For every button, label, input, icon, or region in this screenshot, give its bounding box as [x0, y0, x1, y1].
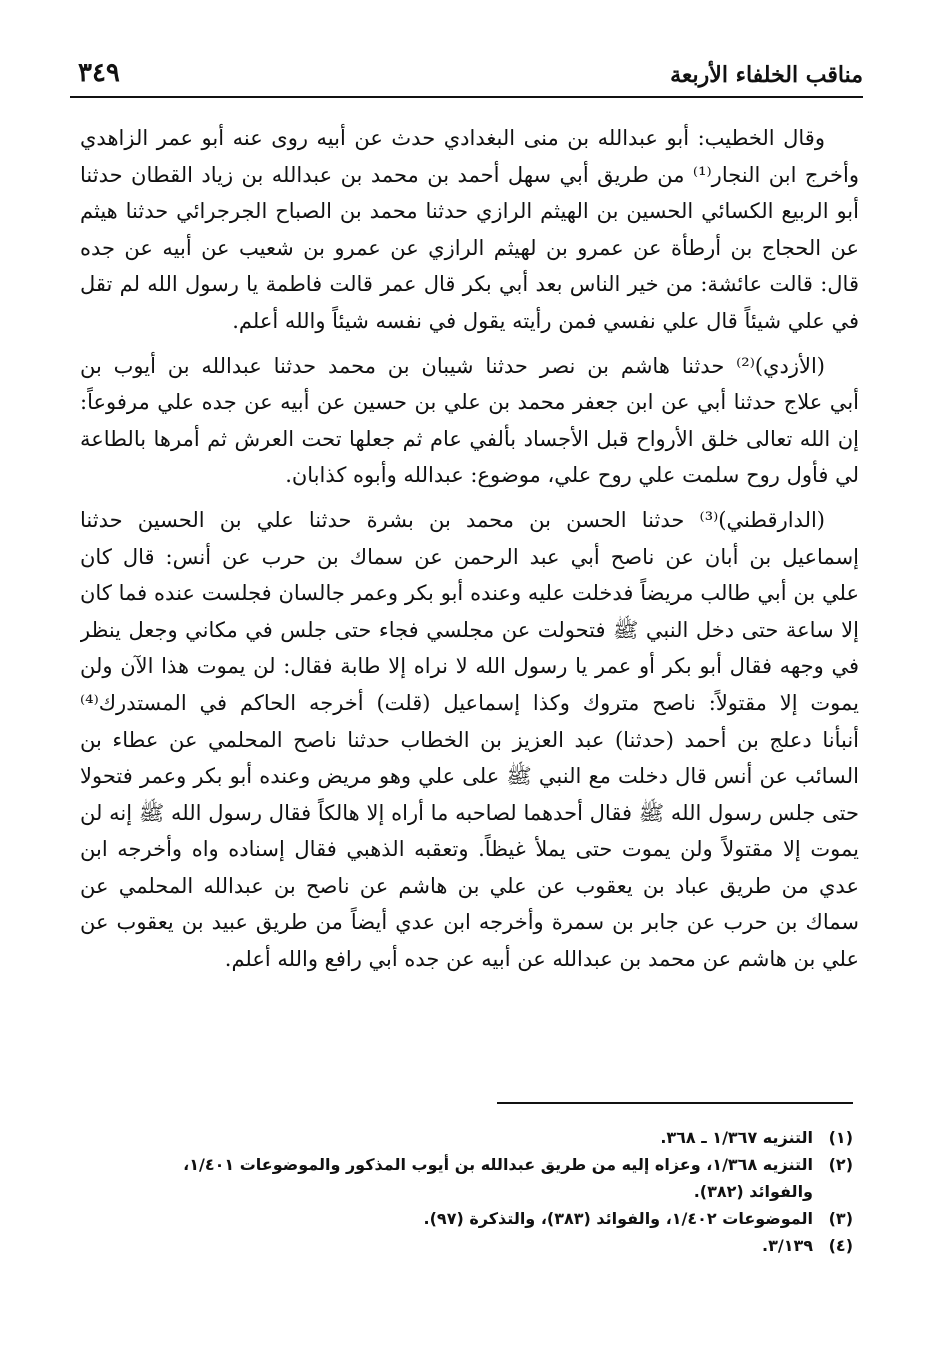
text-line: إن الله تعالى خلق الأرواح قبل الأجساد بألفي عام ثم جعلها تحت العرش ثم أمرها بالطاعة: [80, 426, 859, 451]
page-number: ٣٤٩: [78, 58, 120, 88]
text-line: يموت إلا مقتولاً: ناصح متروك وكذا إسماعيل (قلت) أخرجه الحاكم في المستدرك⁽⁴⁾: [80, 690, 859, 715]
text-line: قال: قالت عائشة: من خير الناس بعد أبي بكر قال عمر قالت فاطمة يا رسول الله لم تقل: [80, 272, 859, 297]
text-line: إسماعيل بن أبان عن ناصح أبي عبد الرحمن عن سماك بن حرب عن أنس: قال كان: [80, 544, 859, 569]
footnote-continuation: [74, 1178, 853, 1205]
footnote: [74, 1205, 853, 1232]
footnote-number: (٢): [828, 1155, 853, 1174]
footnote: [74, 1232, 853, 1259]
text-line: في وجهه فقال أبو بكر أو عمر يا رسول الله لا نراه إلا طابة فقال: لن يموت هذا الآن ولن: [80, 654, 859, 679]
text-line: السائب عن أنس قال دخلت مع النبي ﷺ على علي وهو مريض وعنده أبو بكر وعمر فتحولا: [80, 764, 859, 789]
footnote-number: (٣): [828, 1209, 853, 1228]
text-line: وأخرج ابن النجار⁽¹⁾ من طريق أبي سهل أحمد بن محمد بن عبدالله بن زياد القطان حدثنا: [80, 162, 859, 187]
page-header: [70, 56, 863, 98]
footnote-text: الموضوعات ١/٤٠٢، والفوائد (٣٨٣)، والتذكرة (٩٧).: [423, 1209, 813, 1228]
text-line: (الدارقطني)⁽³⁾ حدثنا الحسن بن محمد بن بشرة حدثنا علي بن الحسين حدثنا: [80, 507, 825, 532]
paragraph: [80, 348, 859, 494]
running-title: مناقب الخلفاء الأربعة: [670, 62, 863, 88]
text-line: أبي علاج حدثنا أبي عن ابن جعفر محمد بن علي بن حسين عن أبيه عن جده علي مرفوعاً:: [80, 390, 859, 415]
text-line: سماك بن حرب عن جابر بن سمرة وأخرجه ابن عدي أيضاً من طريق عبيد بن يعقوب عن: [80, 910, 859, 935]
text-line: إلا ساعة حتى دخل النبي ﷺ فتحولت عن مجلسي فجاء حتى جلس في مكاني وجعل ينظر: [80, 617, 859, 642]
footnote: [74, 1151, 853, 1178]
text-line: عدي من طريق عباد بن يعقوب عن علي بن هاشم عن ناصح بن عبدالله المحلمي عن: [80, 873, 859, 898]
footnote-number: (٤): [828, 1236, 853, 1255]
footnote-text: ٣/١٣٩.: [762, 1236, 813, 1255]
main-text: [80, 120, 859, 986]
text-line: وقال الخطيب: أبو عبدالله بن منى البغدادي حدث عن أبيه روى عنه أبو عمر الزاهدي: [80, 126, 825, 150]
footnote-separator: [497, 1102, 853, 1104]
footnote: [74, 1124, 853, 1151]
text-line: حتى جلس رسول الله ﷺ فقال أحدهما لصاحبه ما أراه إلا هالكاً فقال رسول الله ﷺ إنه لن: [80, 800, 859, 825]
paragraph: [80, 120, 859, 340]
footnote-text: التنزيه ١/٣٦٧ ـ ٣٦٨.: [660, 1128, 813, 1147]
text-line: لي فأول روح سلمت علي روح علي، موضوع: عبدالله وأبوه كذابان.: [285, 463, 859, 488]
text-line: أبو الربيع الكسائي الحسين بن الهيثم الرازي حدثنا محمد بن الصباح الجرجرائي حدثنا هيثم: [80, 199, 859, 224]
paragraph: [80, 502, 859, 978]
text-line: يموت إلا مقتولاً ولن يموت حتى يملأ غيظاً. وتعقبه الذهبي فقال إسناده واه وأخرجه ابن: [80, 837, 859, 862]
footnote-text: التنزيه ١/٣٦٨، وعزاه إليه من طريق عبدالله بن أيوب المذكور والموضوعات ١/٤٠١،: [183, 1155, 813, 1174]
footnotes: [74, 1124, 853, 1259]
footnote-number: (١): [828, 1128, 853, 1147]
footnote-text: والفوائد (٣٨٢).: [693, 1182, 813, 1201]
text-line: أنبأنا دعلج بن أحمد (حدثنا) عبد العزيز بن الخطاب حدثنا ناصح المحلمي عن عطاء بن: [80, 727, 859, 752]
text-line: علي بن أبي طالب مريضاً فدخلت عليه وعنده أبو بكر وعمر جالسان فجلست عنده فما كان: [80, 581, 859, 606]
text-line: (الأزدي)⁽²⁾ حدثنا هاشم بن نصر حدثنا شيبان بن محمد حدثنا عبدالله بن أيوب بن: [80, 353, 825, 378]
text-line: في علي شيئاً قال علي نفسي فمن رأيته يقول في نفسه شيئاً والله أعلم.: [232, 308, 859, 333]
text-line: عن الحجاج بن أرطأة عن عمرو بن لهيثم الرازي عن عمرو بن شعيب عن أبيه عن جده: [80, 235, 859, 260]
text-line: علي بن هاشم عن محمد بن عبدالله عن أبيه عن جده أبي رافع والله أعلم.: [224, 947, 859, 972]
